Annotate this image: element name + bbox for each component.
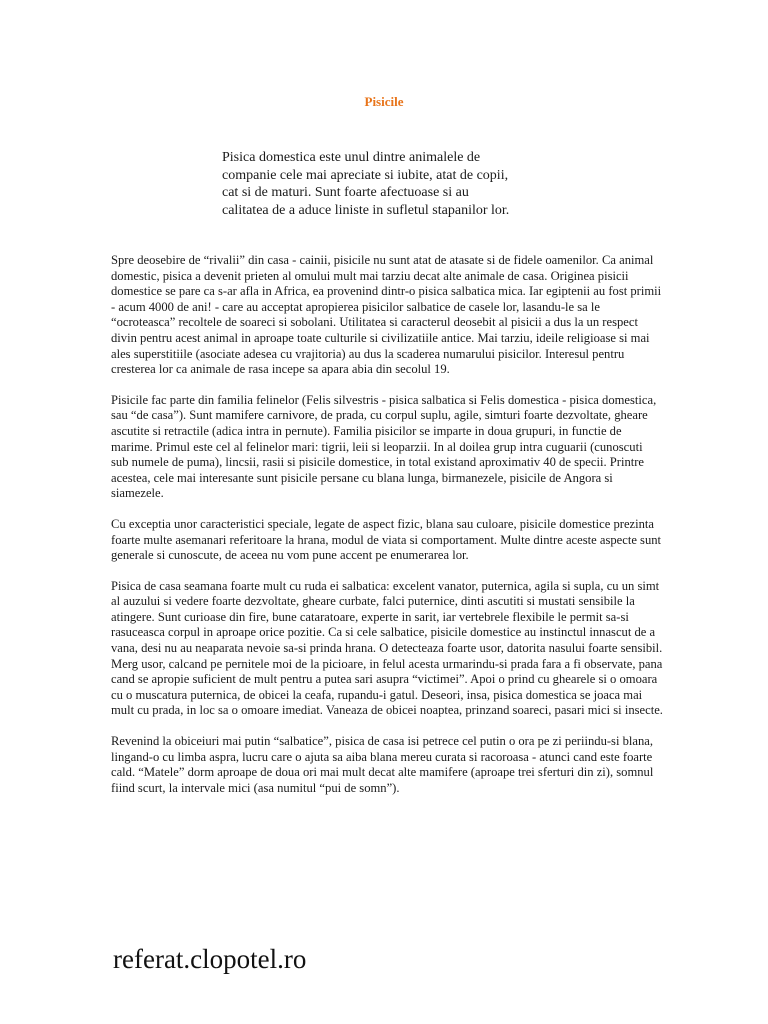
footer-site-name: referat.clopotel.ro [113,944,307,974]
body-paragraph: Pisica de casa seamana foarte mult cu ruda ei salbatica: excelent vanator, puternica, agila si supla, cu un simt al auzului si vedere foarte dezvoltate, gheare curbate, falci puternice, dinti ascutiti si mustati sensibile la atingere. Sunt curioase din fire, bune cataratoare, experte in sarit, iar vertebrele flexibile le permit sa-si rasuceasca corpul in aproape orice pozitie. Ca si cele salbatice, pisicile domestice au instinctul innascut de a vana, desi nu au neaparata nevoie sa-si prinda hrana. O detecteaza foarte usor, datorita nasului foarte sensibil. Merg usor, calcand pe pernitele moi de la picioare, in felul acesta urmarindu-si prada fara a fi observate, pana cand se apropie suficient de mult pentru a putea sari asupra “victimei”. Apoi o prind cu ghearele si o omoara cu o muscatura puternica, de obicei la ceafa, rupandu-i gatul. Deseori, insa, pisica domestica se joaca mai mult cu prada, in loc sa o omoare imediat. Vaneaza de obicei noaptea, prinzand soareci, pasari mici si insecte. [111,578,663,718]
intro-paragraph: Pisica domestica este unul dintre animalele de companie cele mai apreciate si iubite, atat de copii, cat si de maturi. Sunt foarte afectuoase si au calitatea de a aduce liniste in sufletul stapanilor lor. [222,150,510,218]
body-paragraph: Revenind la obiceiuri mai putin “salbatice”, pisica de casa isi petrece cel putin o ora pe zi periindu-si blana, lingand-o cu limba aspra, lucru care o ajuta sa aiba blana mereu curata si racoroasa - atunci cand este foarte cald. “Matele” dorm aproape de doua ori mai mult decat alte mamifere (aproape trei sferturi din zi), somnul fiind scurt, la intervale mici (asa numitul “pui de somn”). [111,734,654,795]
body-paragraph: Spre deosebire de “rivalii” din casa - cainii, pisicile nu sunt atat de atasate si de fidele oamenilor. Ca animal domestic, pisica a devenit prieten al omului mult mai tarziu decat alte animale de casa. Originea pisicii domestice se pare ca s-ar afla in Africa, ea provenind dintr-o pisica salbatica mica. Iar egiptenii au fost primii - acum 4000 de ani! - care au acceptat apropierea pisicilor salbatice de casele lor, lasandu-le sa le “ocroteasca” recoltele de soareci si sobolani. Utilitatea si caracterul deosebit al pisicii a dus la un respect divin pentru acest animal in aproape toate culturile si civilizatiile antice. Mai tarziu, ideile religioase si mai ales superstitiile (asociate adesea cu vrajitoria) au dus la scaderea numarului pisicilor. Interesul pentru cresterea lor ca animale de rasa incepe sa apara abia din secolul 19. [111,253,662,377]
body-paragraph: Cu exceptia unor caracteristici speciale, legate de aspect fizic, blana sau culoare, pisicile domestice prezinta foarte multe asemanari referitoare la hrana, modul de viata si comportament. Multe dintre aceste aspecte sunt generale si cunoscute, de aceea nu vom pune accent pe enumerarea lor. [111,516,662,563]
document-title: Pisicile [364,94,404,109]
body-paragraph: Pisicile fac parte din familia felinelor (Felis silvestris - pisica salbatica si Felis domestica - pisica domestica, sau “de casa”). Sunt mamifere carnivore, de prada, cu corpul suplu, agile, simturi foarte dezvoltate, gheare ascutite si retractile (adica intra in pernute). Familia pisicilor se imparte in doua grupuri, in functie de marime. Primul este cel al felinelor mari: tigrii, leii si leoparzii. In al doilea grup intra cuguarii (cunoscuti sub numele de puma), lincsii, rasii si pisicile domestice, in total existand aproximativ 40 de specii. Printre acestea, cele mai interesante sunt pisicile persane cu blana lunga, birmanezele, pisicile de Angora si siamezele. [111,392,657,501]
document-body [111,253,663,811]
